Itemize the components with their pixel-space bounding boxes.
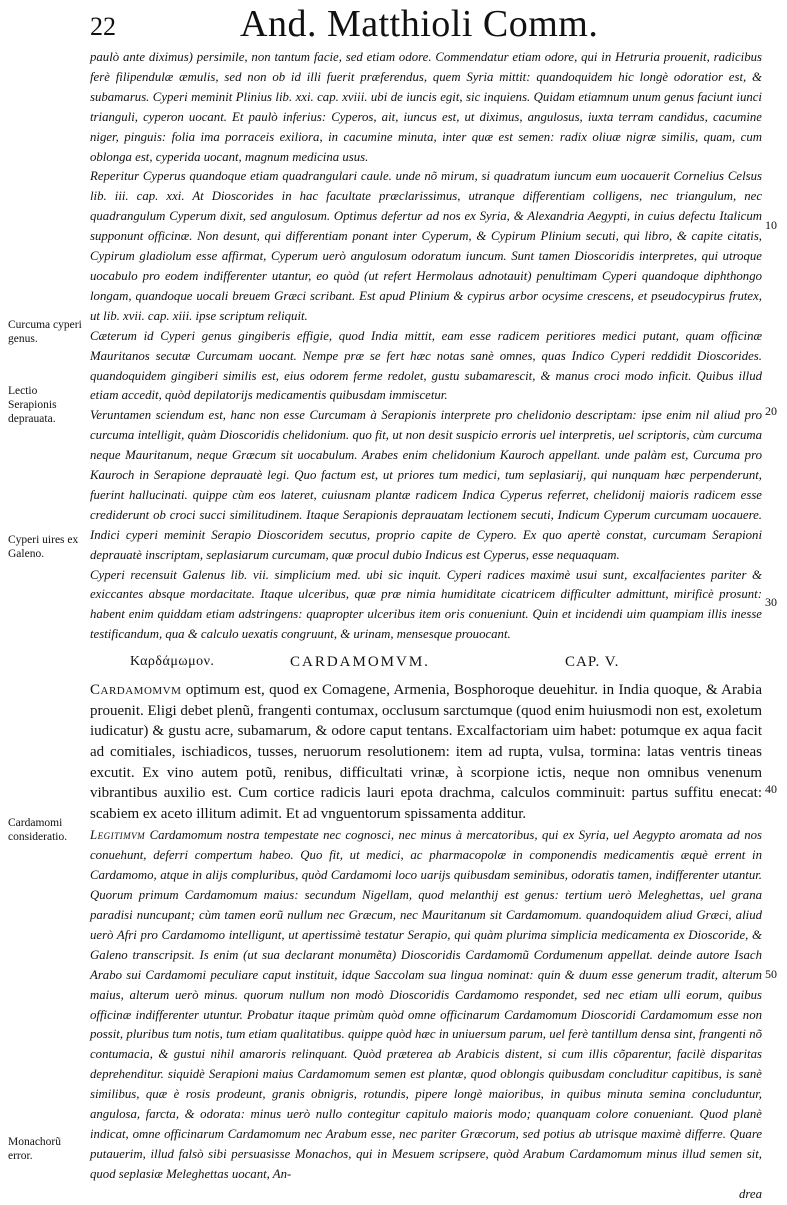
chapter-latin-title: CARDAMOMVM. (290, 654, 430, 671)
paragraph: Cyperi recensuit Galenus lib. vii. simplicium med. ubi sic inquit. Cyperi radices maximè usui sunt, excalfacientes pariter & exiccantes absque mordacitate. Itaque ulceribus, quæ præ nimia humiditate cicatricem difficulter admittunt, mirificè prosunt: habent enim quiddam etiam adstringens: quapropter ulceribus item oris conueniunt. Quin et incidendi uim quampiam illis inesse testificandum, qua & calculo uexatis congruunt, & urinam, mensesque prouocant. (90, 567, 762, 642)
chapter-heading (90, 652, 762, 676)
lead-word: Cardamomvm (90, 682, 182, 699)
line-number: 10 (765, 218, 777, 232)
dioscorides-text (90, 680, 762, 824)
chapter-number: CAP. V. (565, 654, 620, 671)
margin-note: Cyperi uires ex Galeno. (8, 534, 79, 560)
page-number: 22 (90, 12, 116, 41)
paragraph: Veruntamen sciendum est, hanc non esse Curcumam à Serapionis interprete pro chelidonio descriptam: ipse enim nil aliud pro curcuma intelligit, quàm Dioscoridis chelidonium. quo fit, ut non desit suspicio erroris uel interpretis, uel scriptoris, cùm curcuma neque Mauritanum, neque Græcum sit uocabulum. Arabes enim chelidonium Kauroch appellant. unde palàm est, Curcuma pro Kauroch in Serapione deprauatè legi. Quo factum est, ut priores tum medici, tum seplasiarij, qui nunquam hæc perpenderunt, fuerint hallucinati. quippe cùm eos lateret, cuiusnam plantæ radicem Indica Cyperus referret, chelidonij maioris radicem esse crediderunt ob croci succi similitudinem. Itaque Serapionis deprauatam lectionem secuti, Indicum Cyperum curcumam uocauere. Indici cyperi meminit Serapio Dioscoridem secutus, proprio capite de Cypero. Ex quo apertè constat, curcumam Serapioni deprauatè inscriptam, seplasiarum curcumam, quæ procul dubio Indicus est Cyperus, esse nequaquam. (90, 408, 762, 562)
line-number: 20 (765, 404, 777, 418)
margin-note: Curcuma cyperi genus. (8, 319, 82, 345)
text-block (90, 48, 762, 1205)
paragraph (90, 826, 762, 1184)
upper-commentary (90, 48, 762, 645)
lead-word: Legitimvm (90, 828, 146, 843)
line-number: 40 (765, 782, 777, 796)
catchword: drea (739, 1186, 762, 1201)
paragraph-text: optimum est, quod ex Comagene, Armenia, Bosphoroque deuehitur. in India quoque, & Arabia prouenit. Eligi debet plenũ, frangenti contumax, occlusum sarctumque (quod enim huiusmodi non est, exoletum iudicatur) & gustu acre, subamarum, & odore caput tentans. Excalfactoriam uim habet: potumque ex aqua facit ad comitiales, ischiadicos, tusses, neruorum resolutionem: item ad rupta, vulsa, tormina: latas ventris tineas excutit. Ex vino autem potũ, renibus, difficultati vrinæ, à scorpione ictis, neque non omnibus venenum vibrantibus auxilio est. Cum cortice radicis lauri epota drachma, calculos comminuit: partus suffitu enecat: scabiem ex aceto illitum adimit. Et ad vnguentorum spissamenta additur. (90, 682, 762, 822)
running-head: And. Matthioli Comm. (240, 3, 599, 45)
chapter-greek-title: Καρδάμωμον. (130, 654, 215, 670)
paragraph: Cæterum id Cyperi genus gingiberis effigie, quod India mittit, eam esse radicem peritiores medici putant, quam officinæ Mauritanos secutæ Curcumam uocant. Nempe præ se fert hæc notas sanè omnes, quas Indico Cyperi reddidit Dioscorides. quandoquidem gingiberi similis est, eius odorem ferme redolet, gustu subamarescit, & manus croci modo inficit. Quibus illud etiam accedit, quòd depilatorijs medicamentis quibusdam immiscetur. (90, 328, 762, 403)
margin-note: Cardamomi consideratio. (8, 817, 68, 843)
commentary-text (90, 826, 762, 1204)
paragraph: paulò ante diximus) persimile, non tantum facie, sed etiam odore. Commendatur etiam odore, qui in Hetruria prouenit, radicibus ferè filipendulæ æmulis, sed non ob id illi fuerit præferendus, quem Syria mittit: quandoquidem hic longè odoratior est, & subamarus. Cyperi meminit Plinius lib. xxi. cap. xviii. ubi de iuncis egit, sic inquiens. Quidam etiamnum unum genus faciunt iunci trianguli, cyperon uocant. Et paulò inferius: Cyperos, ait, iuncus est, ut diximus, angulosus, iuxta terram candidus, cacumine niger, pinguis: folia ima porraceis exiliora, in cacumine minuta, inter quæ est semen: radix oliuæ nigræ similis, quam, cum oblonga est, cyperida uocant, magnum medicina usus. (90, 50, 762, 164)
paragraph (90, 680, 762, 824)
paragraph: Reperitur Cyperus quandoque etiam quadrangulari caule. unde nõ mirum, si quadratum iuncum eum uocauerit Cornelius Celsus lib. iii. cap. xxi. At Dioscorides in hac facultate præclarissimus, utranque differentiam colligens, nec triangulum, nec quadrangulum Cyperum dixit, sed angulosum. Optimus defertur ad nos ex Syria, & Alexandria Aegypti, in cuius defectu Italicum supponunt officinæ. Non desunt, qui differentiam ponant inter Cyperum, & Cypirum Plinium secuti, qui libro, & capite citatis, Cypirum gladiolum esse affirmat, Cyperum uerò angulosum odoratum iuncum. Sunt tamen Dioscoridis interpretes, qui utroque uocabulo pro eodem indifferenter utantur, eo quòd (ut refert Hermolaus adnotauit) penultimam Cyperi quandoque diphthongo longam, quandoque uocali breuem Græci scribant. Est apud Plinium & cypirus arbor ocysime crescens, et pseudocypirus frutex, ut lib. xvii. cap. xiii. ipse scriptum reliquit. (90, 169, 762, 323)
line-number: 50 (765, 967, 777, 981)
line-number: 30 (765, 595, 777, 609)
paragraph-text: Cardamomum nostra tempestate nec cognosci, nec minus à mercatoribus, qui ex Syria, uel Aegypto aromata ad nos conuehunt, deferri compertum habeo. Quo fit, ut medici, ac pharmacopolæ in componendis medicamentis æquè errent in Cardamomo, atque in alijs compluribus, quòd Cardamomi loco uarijs quibusdam seminibus, odoratis tamen, indifferenter utantur. Quorum primum Cardamomum maius: secundum Nigellam, quod melanthij est genus: tertium uerò Meleghettas, uel grana paradisi nuncupant; cùm tamen eorũ nullum nec Græcum, nec Mauritanum sit Cardamomum. quandoquidem aliud Græci, aliud uerò Afri pro Cardamomo intelligunt, ut apertissimè testatur Serapio, qui quàm plurima simplicia medicamenta ex Dioscoride, & Galeno transcripsit. Is enim (ut sua declarant monumẽta) Dioscoridis Cardamomũ Cordumenum appellat. deinde autore Isach Arabo sui Cardamomi peculiare caput instituit, idque Saccolam sua lingua nominat: quin & duum esse generum tradit, alterum maius, alterum uerò minus. quorum nullum non modò Dioscoridis Cardamomo respondet, sed nec etiam ulli eorum, quibus officinæ indifferenter utuntur. Probatur itaque primùm quòd omne officinarum Cardamomum Dioscoridi Cardamomum esse non possit, pluribus tum notis, tum etiam qualitatibus. quippe quòd hæc in uniuersum parum, uel ferè tantillum densa sint, frangenti nõ contumacia, & gustui nihil amaroris relinquant. Quòd præterea ab Arabicis distent, si cum illis cõparentur, facilè disparitas deprehenditur. siquidè Serapioni maius Cardamomum semen est plantæ, quod oblongis quibusdam concluditur capitibus, is sanè similibus, quæ è rosis prodeunt, granis obnigris, rotundis, pipere longè maioribus, in quibus minuta semina concluduntur, angulosa, farcta, & odorata: minus uerò nullo contegitur capitulo maioris modo; quanquam colore conueniant. Quod planè indicat, omne officinarum Cardamomum nec Arabum esse, nec pariter Græcorum, sed potius ab utrisque maximè differre. Quare putauerim, illud falsò sibi persuasisse Monachos, qui in Mesuem scripsere, quòd Arabum Cardamomum minus illud semen sit, quod seplasiæ Meleghettas uocant, An- (90, 828, 762, 1181)
page-header (90, 2, 690, 46)
margin-note: Monachorũ error. (8, 1136, 62, 1162)
margin-note: Lectio Serapionis deprauata. (8, 385, 57, 425)
